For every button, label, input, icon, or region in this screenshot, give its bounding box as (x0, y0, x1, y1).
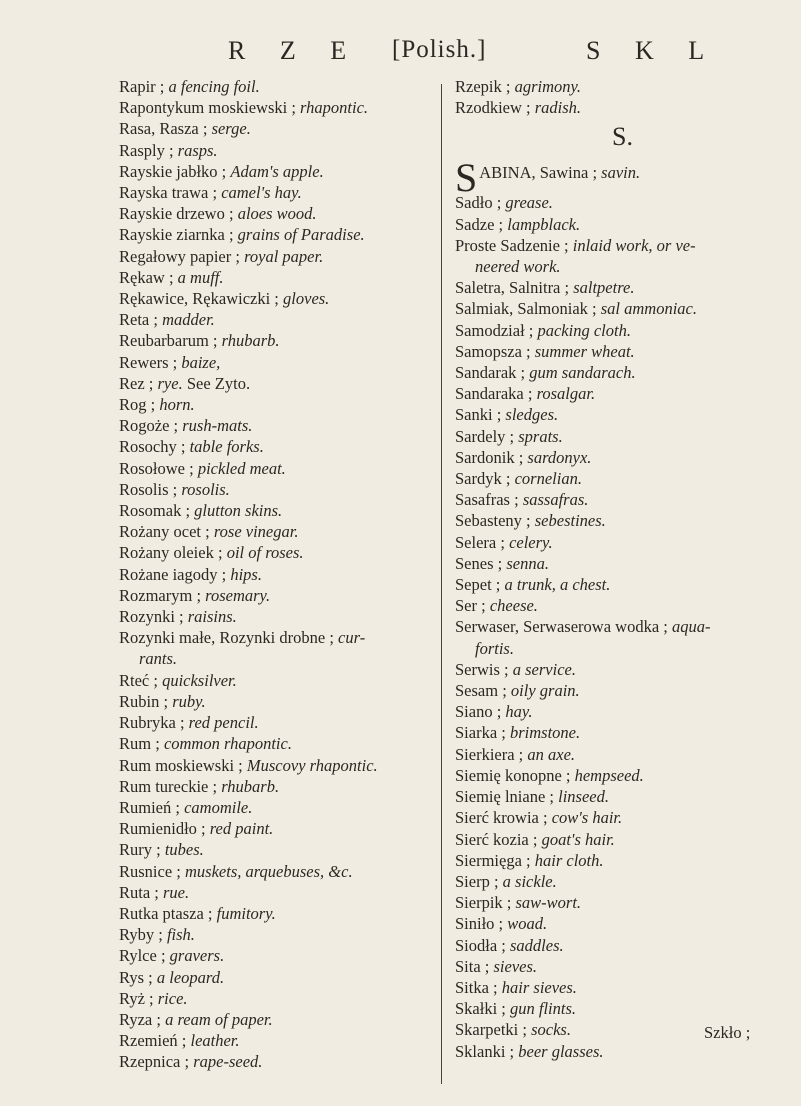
entry-polish: Serwaser, Serwaserowa wodka ; (455, 617, 668, 637)
entry-polish: Sierć kozia ; (455, 829, 538, 849)
entry-english: cow's hair. (551, 808, 623, 828)
entry-english: muskets, arquebuses, &c. (185, 861, 353, 881)
entry-polish: Rylce ; (119, 946, 166, 966)
entry-english: rice. (157, 988, 188, 1008)
entry-polish: Reubarbarum ; (119, 331, 218, 351)
entry-polish: Rog ; (119, 395, 156, 415)
entry-polish: Rożany oleiek ; (119, 543, 223, 563)
dictionary-entry (455, 553, 790, 574)
entry-polish: Proste Sadzenie ; (455, 235, 569, 255)
dictionary-entry (455, 786, 790, 807)
dictionary-entry (455, 956, 790, 977)
running-header (0, 36, 801, 70)
entry-english: saltpetre. (573, 278, 635, 298)
entry-polish: Sandarak ; (455, 363, 526, 383)
entry-english: an axe. (527, 744, 576, 764)
entry-polish: Rasply ; (119, 140, 174, 160)
entry-polish: Rutka ptasza ; (119, 903, 213, 923)
dictionary-entry (455, 807, 790, 828)
entry-polish: Sesam ; (455, 681, 507, 701)
entry-english: rosolis. (181, 479, 230, 499)
entry-polish: Rum tureckie ; (119, 776, 218, 796)
dictionary-entry (119, 945, 435, 966)
entry-english: hair sieves. (501, 977, 577, 997)
entry-english: lampblack. (507, 214, 581, 234)
entry-polish: Sepet ; (455, 575, 501, 595)
entry-english: aloes wood. (237, 204, 317, 224)
entry-english: aqua- (671, 617, 711, 637)
dropcap-entry (455, 155, 790, 201)
entry-english: red pencil. (188, 713, 259, 733)
entry-polish: Rumienidło ; (119, 819, 206, 839)
entry-polish: Reta ; (119, 310, 158, 330)
entry-english: saw-wort. (515, 893, 582, 913)
entry-english: summer wheat. (534, 341, 635, 361)
entry-polish: Siodła ; (455, 935, 506, 955)
entry-english: rush-mats. (182, 416, 253, 436)
header-right: S K L (586, 36, 719, 65)
entry-polish: Rosochy ; (119, 437, 186, 457)
entry-english: rosalgar. (536, 384, 596, 404)
entry-polish: Rapir ; (119, 77, 165, 96)
entry-polish: Sardely ; (455, 426, 515, 446)
entry-polish: Siermięga ; (455, 850, 531, 870)
dictionary-entry (119, 1009, 435, 1030)
entry-see-also: See Zyto. (186, 373, 251, 393)
dictionary-entry (455, 341, 790, 362)
entry-english: rye. (157, 373, 183, 393)
entry-english: goat's hair. (541, 829, 615, 849)
entry-polish: Sadze ; (455, 214, 504, 234)
entry-polish: Sitka ; (455, 977, 498, 997)
dictionary-entry (119, 182, 435, 203)
dictionary-entry (119, 330, 435, 351)
dictionary-entry (455, 977, 790, 998)
entry-english: rhubarb. (221, 331, 280, 351)
dictionary-entry (119, 500, 435, 521)
dictionary-entry (455, 680, 790, 701)
entry-english: oil of roses. (226, 543, 304, 563)
entry-english: savin. (601, 163, 641, 183)
entry-english: ruby. (172, 691, 206, 711)
entry-english: rosemary. (205, 585, 271, 605)
dictionary-entry (119, 309, 435, 330)
entry-english: woad. (507, 914, 548, 934)
dictionary-entry (455, 298, 790, 319)
dictionary-entry (455, 383, 790, 404)
entry-english: gravers. (169, 946, 225, 966)
dictionary-entry (455, 744, 790, 765)
dictionary-entry (455, 659, 790, 680)
dictionary-entry (119, 224, 435, 245)
dictionary-entry (455, 892, 790, 913)
entry-english: a sickle. (502, 871, 557, 891)
entry-polish: Sebasteny ; (455, 511, 531, 531)
entry-english: Adam's apple. (230, 161, 324, 181)
entry-english: quicksilver. (162, 670, 237, 690)
entry-polish: Rys ; (119, 967, 153, 987)
catchword: Szkło ; (704, 1023, 751, 1042)
entry-english: leather. (190, 1031, 240, 1051)
entry-english: packing cloth. (537, 320, 631, 340)
entry-english: hair cloth. (534, 850, 604, 870)
entry-english: cornelian. (514, 469, 582, 489)
entry-english: serge. (211, 119, 251, 139)
entry-english: sebestines. (534, 511, 606, 531)
entry-polish: Sardonik ; (455, 447, 524, 467)
dictionary-entry (455, 426, 790, 447)
dictionary-entry (119, 288, 435, 309)
dictionary-entry (119, 203, 435, 224)
entry-english: baize, (181, 352, 221, 372)
dictionary-entry (119, 97, 435, 118)
entry-continuation: rants. (139, 649, 178, 669)
entry-english: agrimony. (514, 77, 582, 96)
dictionary-entry (119, 479, 435, 500)
entry-english: red paint. (209, 819, 274, 839)
entry-english: glutton skins. (194, 501, 283, 521)
dictionary-entry (455, 616, 790, 658)
dictionary-entry (455, 722, 790, 743)
dictionary-entry (119, 882, 435, 903)
entry-polish: Rożane iagody ; (119, 564, 227, 584)
dictionary-entry (455, 510, 790, 531)
entry-english: rose vinegar. (213, 522, 299, 542)
entry-polish: Salmiak, Salmoniak ; (455, 299, 597, 319)
entry-polish: Regałowy papier ; (119, 246, 240, 266)
entry-polish: Samodział ; (455, 320, 534, 340)
entry-polish: Sadło ; (455, 193, 502, 213)
entry-polish: Sierkiera ; (455, 744, 524, 764)
dictionary-entry (455, 192, 790, 213)
entry-polish: Sierć krowia ; (455, 808, 548, 828)
dictionary-entry (119, 76, 435, 97)
entry-english: camel's hay. (221, 183, 302, 203)
entry-english: oily grain. (510, 681, 580, 701)
entry-english: celery. (509, 532, 553, 552)
entry-english: sal ammoniac. (600, 299, 697, 319)
entry-english: cur- (338, 628, 366, 648)
entry-english: fish. (166, 925, 195, 945)
dictionary-entry (455, 447, 790, 468)
dictionary-entry (119, 924, 435, 945)
dictionary-entry (455, 468, 790, 489)
entry-polish: Sasafras ; (455, 490, 519, 510)
entry-polish: Siniło ; (455, 914, 504, 934)
dictionary-entry (455, 829, 790, 850)
dictionary-entry (119, 415, 435, 436)
entry-english: gum sandarach. (529, 363, 636, 383)
dictionary-entry (455, 998, 790, 1019)
dictionary-entry (119, 988, 435, 1009)
entry-polish: Rteć ; (119, 670, 158, 690)
entry-polish: Skałki ; (455, 999, 506, 1019)
entry-polish: ABINA, Sawina ; (479, 163, 598, 183)
entry-polish: Rury ; (119, 840, 161, 860)
dictionary-entry (119, 521, 435, 542)
entry-polish: Sklanki ; (455, 1041, 515, 1061)
dictionary-entry (455, 214, 790, 235)
dictionary-entry (119, 755, 435, 776)
dictionary-entry (455, 871, 790, 892)
entry-polish: Rapontykum moskiewski ; (119, 98, 296, 118)
entry-continuation: fortis. (475, 638, 514, 658)
entry-english: common rhapontic. (163, 734, 292, 754)
entry-english: madder. (162, 310, 215, 330)
entry-polish: Rewers ; (119, 352, 178, 372)
entry-polish: Siarka ; (455, 723, 506, 743)
entry-polish: Selera ; (455, 532, 505, 552)
entry-polish: Ryż ; (119, 988, 154, 1008)
entry-polish: Sandaraka ; (455, 384, 533, 404)
entry-polish: Rogoże ; (119, 416, 179, 436)
entry-polish: Rayskie drzewo ; (119, 204, 234, 224)
dictionary-entry (455, 765, 790, 786)
entry-english: table forks. (189, 437, 264, 457)
entry-english: rasps. (177, 140, 218, 160)
entry-polish: Saletra, Salnitra ; (455, 278, 570, 298)
entry-polish: Ser ; (455, 596, 486, 616)
entry-english: royal paper. (244, 246, 324, 266)
entry-polish: Sardyk ; (455, 469, 511, 489)
entry-polish: Sierp ; (455, 871, 499, 891)
entry-english: rhapontic. (300, 98, 369, 118)
entry-polish: Ryza ; (119, 1009, 161, 1029)
left-column (119, 76, 435, 1073)
dictionary-entry (455, 97, 790, 118)
dictionary-entry (455, 574, 790, 595)
entry-polish: Rękaw ; (119, 267, 174, 287)
entry-english: brimstone. (510, 723, 581, 743)
entry-polish: Rayskie jabłko ; (119, 161, 227, 181)
entry-polish: Rubryka ; (119, 713, 185, 733)
entry-english: a ream of paper. (165, 1009, 273, 1029)
dictionary-entry (119, 373, 435, 394)
dictionary-entry (119, 246, 435, 267)
entry-english: Muscovy rhapontic. (246, 755, 378, 775)
entry-polish: Rękawice, Rękawiczki ; (119, 289, 279, 309)
entry-polish: Sierpik ; (455, 893, 512, 913)
section-letter: S. (612, 122, 633, 152)
entry-polish: Ryby ; (119, 925, 163, 945)
entry-english: sledges. (505, 405, 559, 425)
entry-polish: Rayskie ziarnka ; (119, 225, 234, 245)
dictionary-entry (119, 585, 435, 606)
entry-polish: Senes ; (455, 553, 503, 573)
entry-polish: Rumień ; (119, 797, 180, 817)
entry-polish: Rayska trawa ; (119, 183, 218, 203)
dictionary-entry (119, 267, 435, 288)
entry-english: gun flints. (510, 999, 577, 1019)
dictionary-entry (119, 1030, 435, 1051)
dictionary-entry (455, 913, 790, 934)
dictionary-entry (119, 733, 435, 754)
dictionary-entry (455, 76, 790, 97)
header-center: [Polish.] (392, 36, 487, 63)
entry-english: rape-seed. (193, 1052, 263, 1072)
dictionary-entry (119, 542, 435, 563)
entry-polish: Serwis ; (455, 659, 509, 679)
dictionary-entry (119, 818, 435, 839)
entry-polish: Rozynki ; (119, 607, 184, 627)
right-column (455, 76, 790, 1062)
dictionary-entry (455, 404, 790, 425)
dictionary-entry (119, 839, 435, 860)
entry-english: hips. (230, 564, 262, 584)
entry-polish: Skarpetki ; (455, 1020, 527, 1040)
dictionary-entry (119, 1051, 435, 1072)
dictionary-entry (119, 564, 435, 585)
dictionary-entry (119, 458, 435, 479)
column-divider (441, 84, 442, 1084)
entry-polish: Rosomak ; (119, 501, 191, 521)
header-left: R Z E (228, 36, 361, 65)
entry-polish: Samopsza ; (455, 341, 531, 361)
entry-english: senna. (506, 553, 549, 573)
entry-english: camomile. (184, 797, 253, 817)
entry-polish: Rosolis ; (119, 479, 178, 499)
entry-english: grease. (505, 193, 553, 213)
entry-polish: Rubin ; (119, 691, 169, 711)
entry-polish: Rozynki małe, Rozynki drobne ; (119, 628, 334, 648)
entry-english: hay. (505, 702, 533, 722)
entry-english: fumitory. (216, 903, 276, 923)
dictionary-entry (455, 277, 790, 298)
dictionary-entry (119, 606, 435, 627)
entry-english: a muff. (177, 267, 224, 287)
entry-english: radish. (534, 98, 582, 118)
entry-english: hempseed. (574, 765, 644, 785)
dictionary-entry (119, 903, 435, 924)
entry-english: a trunk, a chest. (504, 575, 611, 595)
entry-english: linseed. (558, 787, 609, 807)
dictionary-entry (455, 362, 790, 383)
dictionary-entry (455, 489, 790, 510)
entry-polish: Ruta ; (119, 882, 159, 902)
dictionary-entry (119, 352, 435, 373)
dictionary-entry (119, 118, 435, 139)
dictionary-entry (455, 935, 790, 956)
entry-english: cheese. (489, 596, 538, 616)
entry-polish: Rosołowe ; (119, 458, 194, 478)
entry-english: raisins. (187, 607, 237, 627)
entry-english: socks. (531, 1020, 571, 1040)
entry-polish: Rez ; (119, 373, 154, 393)
entry-polish: Rum moskiewski ; (119, 755, 243, 775)
entry-polish: Siano ; (455, 702, 502, 722)
entry-english: beer glasses. (518, 1041, 604, 1061)
dictionary-entry (119, 670, 435, 691)
dictionary-entry (455, 320, 790, 341)
entry-english: rue. (163, 882, 190, 902)
dictionary-entry (119, 691, 435, 712)
dictionary-entry (119, 627, 435, 669)
entry-english: inlaid work, or ve- (572, 235, 696, 255)
entry-english: tubes. (164, 840, 204, 860)
entry-polish: Rozmarym ; (119, 585, 202, 605)
dictionary-entry (119, 967, 435, 988)
entry-polish: Sita ; (455, 956, 490, 976)
entry-english: sassafras. (522, 490, 589, 510)
entry-polish: Rasa, Rasza ; (119, 119, 208, 139)
dictionary-entry (119, 140, 435, 161)
dictionary-entry (119, 394, 435, 415)
dictionary-entry (119, 797, 435, 818)
drop-cap: S (455, 155, 478, 201)
entry-english: sardonyx. (527, 447, 592, 467)
dictionary-entry (119, 861, 435, 882)
entry-polish: Rusnice ; (119, 861, 181, 881)
dictionary-entry (455, 235, 790, 277)
entry-english: a service. (512, 659, 576, 679)
dictionary-entry (455, 595, 790, 616)
entry-polish: Rzepik ; (455, 77, 511, 96)
entry-english: sieves. (493, 956, 538, 976)
entry-english: gloves. (283, 289, 330, 309)
dictionary-entry (119, 436, 435, 457)
entry-polish: Rum ; (119, 734, 160, 754)
dictionary-entry (119, 161, 435, 182)
dictionary-entry (455, 1041, 790, 1062)
dictionary-entry (455, 850, 790, 871)
entry-polish: Rożany ocet ; (119, 522, 210, 542)
entry-polish: Siemię konopne ; (455, 765, 571, 785)
entry-polish: Rzodkiew ; (455, 98, 531, 118)
dictionary-entry (119, 776, 435, 797)
dictionary-entry (455, 532, 790, 553)
entry-english: a leopard. (156, 967, 225, 987)
entry-polish: Siemię lniane ; (455, 787, 554, 807)
entry-polish: Rzemień ; (119, 1031, 187, 1051)
entry-english: horn. (159, 395, 195, 415)
entry-english: a fencing foil. (168, 77, 260, 96)
entry-english: grains of Paradise. (237, 225, 365, 245)
entry-continuation: neered work. (475, 257, 561, 277)
dictionary-entry (455, 701, 790, 722)
entry-english: rhubarb. (221, 776, 280, 796)
entry-polish: Sanki ; (455, 405, 502, 425)
entry-english: saddles. (510, 935, 564, 955)
entry-english: pickled meat. (197, 458, 286, 478)
entry-polish: Rzepnica ; (119, 1052, 190, 1072)
dictionary-entry (119, 712, 435, 733)
entry-english: sprats. (518, 426, 563, 446)
